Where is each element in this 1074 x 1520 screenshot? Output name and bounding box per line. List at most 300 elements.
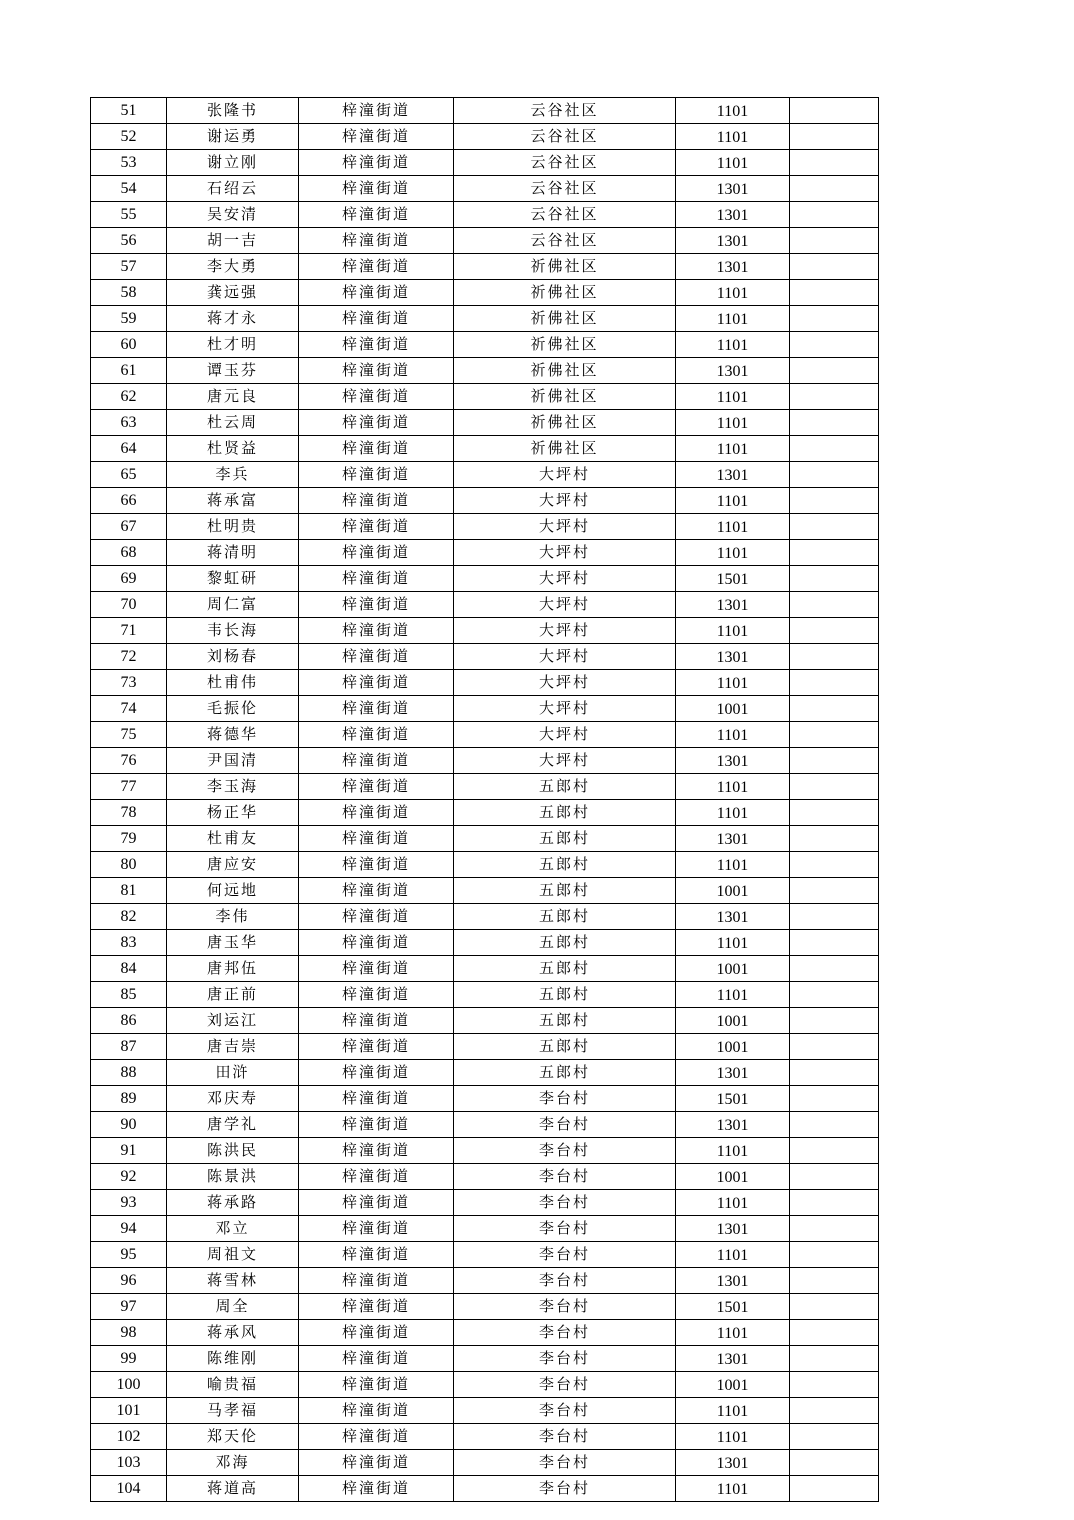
note-cell bbox=[790, 1034, 879, 1060]
person-name-cell: 蒋道高 bbox=[167, 1476, 299, 1502]
code-cell: 1101 bbox=[676, 410, 790, 436]
code-cell: 1101 bbox=[676, 488, 790, 514]
row-number-cell: 104 bbox=[91, 1476, 167, 1502]
street-cell: 梓潼街道 bbox=[299, 358, 454, 384]
street-cell: 梓潼街道 bbox=[299, 930, 454, 956]
street-cell: 梓潼街道 bbox=[299, 1086, 454, 1112]
note-cell bbox=[790, 826, 879, 852]
code-cell: 1101 bbox=[676, 540, 790, 566]
table-row bbox=[91, 384, 879, 410]
person-name-cell: 陈维刚 bbox=[167, 1346, 299, 1372]
row-number-cell: 52 bbox=[91, 124, 167, 150]
person-name-cell: 喻贵福 bbox=[167, 1372, 299, 1398]
row-number-cell: 96 bbox=[91, 1268, 167, 1294]
code-cell: 1301 bbox=[676, 1112, 790, 1138]
table-row bbox=[91, 176, 879, 202]
street-cell: 梓潼街道 bbox=[299, 1320, 454, 1346]
row-number-cell: 72 bbox=[91, 644, 167, 670]
code-cell: 1101 bbox=[676, 124, 790, 150]
table-row bbox=[91, 1424, 879, 1450]
note-cell bbox=[790, 670, 879, 696]
table-row bbox=[91, 410, 879, 436]
person-name-cell: 蒋才永 bbox=[167, 306, 299, 332]
note-cell bbox=[790, 514, 879, 540]
table-row bbox=[91, 696, 879, 722]
street-cell: 梓潼街道 bbox=[299, 410, 454, 436]
row-number-cell: 89 bbox=[91, 1086, 167, 1112]
note-cell bbox=[790, 254, 879, 280]
note-cell bbox=[790, 618, 879, 644]
note-cell bbox=[790, 1112, 879, 1138]
person-name-cell: 邓海 bbox=[167, 1450, 299, 1476]
person-name-cell: 韦长海 bbox=[167, 618, 299, 644]
table-row bbox=[91, 800, 879, 826]
village-cell: 大坪村 bbox=[454, 540, 676, 566]
table-row bbox=[91, 98, 879, 124]
village-cell: 李台村 bbox=[454, 1372, 676, 1398]
village-cell: 李台村 bbox=[454, 1268, 676, 1294]
village-cell: 大坪村 bbox=[454, 722, 676, 748]
street-cell: 梓潼街道 bbox=[299, 618, 454, 644]
street-cell: 梓潼街道 bbox=[299, 514, 454, 540]
row-number-cell: 55 bbox=[91, 202, 167, 228]
street-cell: 梓潼街道 bbox=[299, 1190, 454, 1216]
person-name-cell: 李玉海 bbox=[167, 774, 299, 800]
person-name-cell: 蒋清明 bbox=[167, 540, 299, 566]
street-cell: 梓潼街道 bbox=[299, 436, 454, 462]
row-number-cell: 66 bbox=[91, 488, 167, 514]
code-cell: 1101 bbox=[676, 280, 790, 306]
village-cell: 祈佛社区 bbox=[454, 332, 676, 358]
village-cell: 大坪村 bbox=[454, 566, 676, 592]
street-cell: 梓潼街道 bbox=[299, 696, 454, 722]
code-cell: 1101 bbox=[676, 1190, 790, 1216]
note-cell bbox=[790, 1372, 879, 1398]
row-number-cell: 54 bbox=[91, 176, 167, 202]
table-row bbox=[91, 202, 879, 228]
code-cell: 1301 bbox=[676, 592, 790, 618]
note-cell bbox=[790, 592, 879, 618]
code-cell: 1501 bbox=[676, 1086, 790, 1112]
table-row bbox=[91, 1164, 879, 1190]
village-cell: 祈佛社区 bbox=[454, 384, 676, 410]
street-cell: 梓潼街道 bbox=[299, 488, 454, 514]
table-row bbox=[91, 228, 879, 254]
table-row bbox=[91, 1372, 879, 1398]
street-cell: 梓潼街道 bbox=[299, 982, 454, 1008]
code-cell: 1101 bbox=[676, 852, 790, 878]
table-row bbox=[91, 280, 879, 306]
row-number-cell: 63 bbox=[91, 410, 167, 436]
row-number-cell: 53 bbox=[91, 150, 167, 176]
code-cell: 1001 bbox=[676, 1008, 790, 1034]
note-cell bbox=[790, 1190, 879, 1216]
street-cell: 梓潼街道 bbox=[299, 254, 454, 280]
village-cell: 五郎村 bbox=[454, 774, 676, 800]
village-cell: 李台村 bbox=[454, 1190, 676, 1216]
note-cell bbox=[790, 332, 879, 358]
note-cell bbox=[790, 488, 879, 514]
table-row bbox=[91, 982, 879, 1008]
person-name-cell: 何远地 bbox=[167, 878, 299, 904]
village-cell: 云谷社区 bbox=[454, 176, 676, 202]
row-number-cell: 83 bbox=[91, 930, 167, 956]
code-cell: 1301 bbox=[676, 228, 790, 254]
code-cell: 1001 bbox=[676, 878, 790, 904]
code-cell: 1101 bbox=[676, 670, 790, 696]
code-cell: 1101 bbox=[676, 1398, 790, 1424]
code-cell: 1301 bbox=[676, 202, 790, 228]
person-name-cell: 张隆书 bbox=[167, 98, 299, 124]
village-cell: 云谷社区 bbox=[454, 202, 676, 228]
village-cell: 大坪村 bbox=[454, 748, 676, 774]
table-row bbox=[91, 670, 879, 696]
person-name-cell: 杜贤益 bbox=[167, 436, 299, 462]
village-cell: 李台村 bbox=[454, 1450, 676, 1476]
code-cell: 1501 bbox=[676, 566, 790, 592]
table-row bbox=[91, 540, 879, 566]
street-cell: 梓潼街道 bbox=[299, 1034, 454, 1060]
village-cell: 五郎村 bbox=[454, 1034, 676, 1060]
village-cell: 五郎村 bbox=[454, 956, 676, 982]
row-number-cell: 94 bbox=[91, 1216, 167, 1242]
note-cell bbox=[790, 384, 879, 410]
street-cell: 梓潼街道 bbox=[299, 1372, 454, 1398]
note-cell bbox=[790, 436, 879, 462]
village-cell: 大坪村 bbox=[454, 696, 676, 722]
row-number-cell: 84 bbox=[91, 956, 167, 982]
street-cell: 梓潼街道 bbox=[299, 852, 454, 878]
street-cell: 梓潼街道 bbox=[299, 566, 454, 592]
table-row bbox=[91, 1190, 879, 1216]
code-cell: 1301 bbox=[676, 1060, 790, 1086]
village-cell: 大坪村 bbox=[454, 644, 676, 670]
note-cell bbox=[790, 800, 879, 826]
note-cell bbox=[790, 1346, 879, 1372]
person-name-cell: 郑天伦 bbox=[167, 1424, 299, 1450]
table-row bbox=[91, 1008, 879, 1034]
code-cell: 1101 bbox=[676, 1476, 790, 1502]
person-name-cell: 毛振伦 bbox=[167, 696, 299, 722]
row-number-cell: 71 bbox=[91, 618, 167, 644]
note-cell bbox=[790, 1294, 879, 1320]
village-cell: 李台村 bbox=[454, 1320, 676, 1346]
note-cell bbox=[790, 358, 879, 384]
street-cell: 梓潼街道 bbox=[299, 1424, 454, 1450]
note-cell bbox=[790, 306, 879, 332]
street-cell: 梓潼街道 bbox=[299, 956, 454, 982]
row-number-cell: 101 bbox=[91, 1398, 167, 1424]
row-number-cell: 88 bbox=[91, 1060, 167, 1086]
code-cell: 1101 bbox=[676, 722, 790, 748]
person-name-cell: 李大勇 bbox=[167, 254, 299, 280]
street-cell: 梓潼街道 bbox=[299, 774, 454, 800]
street-cell: 梓潼街道 bbox=[299, 228, 454, 254]
table-row bbox=[91, 332, 879, 358]
person-name-cell: 黎虹研 bbox=[167, 566, 299, 592]
village-cell: 大坪村 bbox=[454, 488, 676, 514]
person-name-cell: 杜甫伟 bbox=[167, 670, 299, 696]
street-cell: 梓潼街道 bbox=[299, 462, 454, 488]
person-name-cell: 杜才明 bbox=[167, 332, 299, 358]
table-row bbox=[91, 1060, 879, 1086]
table-row bbox=[91, 930, 879, 956]
row-number-cell: 70 bbox=[91, 592, 167, 618]
person-name-cell: 唐正前 bbox=[167, 982, 299, 1008]
person-name-cell: 石绍云 bbox=[167, 176, 299, 202]
street-cell: 梓潼街道 bbox=[299, 748, 454, 774]
street-cell: 梓潼街道 bbox=[299, 1398, 454, 1424]
village-cell: 祈佛社区 bbox=[454, 436, 676, 462]
row-number-cell: 69 bbox=[91, 566, 167, 592]
table-row bbox=[91, 748, 879, 774]
note-cell bbox=[790, 1424, 879, 1450]
note-cell bbox=[790, 852, 879, 878]
note-cell bbox=[790, 150, 879, 176]
code-cell: 1301 bbox=[676, 826, 790, 852]
row-number-cell: 75 bbox=[91, 722, 167, 748]
note-cell bbox=[790, 1450, 879, 1476]
person-name-cell: 蒋德华 bbox=[167, 722, 299, 748]
person-name-cell: 陈洪民 bbox=[167, 1138, 299, 1164]
code-cell: 1301 bbox=[676, 462, 790, 488]
table-row bbox=[91, 254, 879, 280]
village-cell: 五郎村 bbox=[454, 1060, 676, 1086]
table-row bbox=[91, 1112, 879, 1138]
row-number-cell: 74 bbox=[91, 696, 167, 722]
street-cell: 梓潼街道 bbox=[299, 98, 454, 124]
table-row bbox=[91, 904, 879, 930]
village-cell: 五郎村 bbox=[454, 852, 676, 878]
roster-table bbox=[90, 97, 879, 1502]
person-name-cell: 胡一吉 bbox=[167, 228, 299, 254]
code-cell: 1101 bbox=[676, 98, 790, 124]
table-row bbox=[91, 592, 879, 618]
village-cell: 祈佛社区 bbox=[454, 280, 676, 306]
note-cell bbox=[790, 696, 879, 722]
person-name-cell: 周仁富 bbox=[167, 592, 299, 618]
village-cell: 李台村 bbox=[454, 1476, 676, 1502]
village-cell: 李台村 bbox=[454, 1112, 676, 1138]
code-cell: 1101 bbox=[676, 982, 790, 1008]
row-number-cell: 59 bbox=[91, 306, 167, 332]
note-cell bbox=[790, 98, 879, 124]
village-cell: 大坪村 bbox=[454, 618, 676, 644]
table-row bbox=[91, 1216, 879, 1242]
note-cell bbox=[790, 930, 879, 956]
village-cell: 五郎村 bbox=[454, 800, 676, 826]
street-cell: 梓潼街道 bbox=[299, 540, 454, 566]
code-cell: 1101 bbox=[676, 1242, 790, 1268]
code-cell: 1301 bbox=[676, 358, 790, 384]
code-cell: 1101 bbox=[676, 436, 790, 462]
village-cell: 云谷社区 bbox=[454, 228, 676, 254]
row-number-cell: 86 bbox=[91, 1008, 167, 1034]
code-cell: 1101 bbox=[676, 306, 790, 332]
village-cell: 五郎村 bbox=[454, 878, 676, 904]
village-cell: 祈佛社区 bbox=[454, 254, 676, 280]
village-cell: 五郎村 bbox=[454, 904, 676, 930]
row-number-cell: 78 bbox=[91, 800, 167, 826]
village-cell: 李台村 bbox=[454, 1346, 676, 1372]
person-name-cell: 唐学礼 bbox=[167, 1112, 299, 1138]
village-cell: 五郎村 bbox=[454, 826, 676, 852]
street-cell: 梓潼街道 bbox=[299, 280, 454, 306]
person-name-cell: 杜甫友 bbox=[167, 826, 299, 852]
note-cell bbox=[790, 566, 879, 592]
note-cell bbox=[790, 1320, 879, 1346]
row-number-cell: 68 bbox=[91, 540, 167, 566]
table-row bbox=[91, 1294, 879, 1320]
street-cell: 梓潼街道 bbox=[299, 1060, 454, 1086]
code-cell: 1301 bbox=[676, 904, 790, 930]
person-name-cell: 吴安清 bbox=[167, 202, 299, 228]
person-name-cell: 周全 bbox=[167, 1294, 299, 1320]
row-number-cell: 62 bbox=[91, 384, 167, 410]
person-name-cell: 田浒 bbox=[167, 1060, 299, 1086]
row-number-cell: 100 bbox=[91, 1372, 167, 1398]
note-cell bbox=[790, 1164, 879, 1190]
code-cell: 1101 bbox=[676, 1424, 790, 1450]
person-name-cell: 陈景洪 bbox=[167, 1164, 299, 1190]
code-cell: 1001 bbox=[676, 696, 790, 722]
street-cell: 梓潼街道 bbox=[299, 1138, 454, 1164]
note-cell bbox=[790, 1398, 879, 1424]
person-name-cell: 蒋承路 bbox=[167, 1190, 299, 1216]
row-number-cell: 73 bbox=[91, 670, 167, 696]
code-cell: 1301 bbox=[676, 1216, 790, 1242]
person-name-cell: 杨正华 bbox=[167, 800, 299, 826]
row-number-cell: 61 bbox=[91, 358, 167, 384]
row-number-cell: 56 bbox=[91, 228, 167, 254]
note-cell bbox=[790, 1268, 879, 1294]
code-cell: 1101 bbox=[676, 384, 790, 410]
person-name-cell: 唐应安 bbox=[167, 852, 299, 878]
street-cell: 梓潼街道 bbox=[299, 1242, 454, 1268]
village-cell: 李台村 bbox=[454, 1424, 676, 1450]
village-cell: 祈佛社区 bbox=[454, 306, 676, 332]
person-name-cell: 李兵 bbox=[167, 462, 299, 488]
street-cell: 梓潼街道 bbox=[299, 1008, 454, 1034]
street-cell: 梓潼街道 bbox=[299, 1450, 454, 1476]
person-name-cell: 杜云周 bbox=[167, 410, 299, 436]
row-number-cell: 98 bbox=[91, 1320, 167, 1346]
table-row bbox=[91, 1138, 879, 1164]
row-number-cell: 87 bbox=[91, 1034, 167, 1060]
code-cell: 1301 bbox=[676, 1450, 790, 1476]
village-cell: 李台村 bbox=[454, 1086, 676, 1112]
table-row bbox=[91, 358, 879, 384]
code-cell: 1301 bbox=[676, 1346, 790, 1372]
note-cell bbox=[790, 202, 879, 228]
street-cell: 梓潼街道 bbox=[299, 904, 454, 930]
note-cell bbox=[790, 644, 879, 670]
code-cell: 1001 bbox=[676, 1372, 790, 1398]
note-cell bbox=[790, 410, 879, 436]
table-row bbox=[91, 306, 879, 332]
row-number-cell: 80 bbox=[91, 852, 167, 878]
street-cell: 梓潼街道 bbox=[299, 1216, 454, 1242]
row-number-cell: 99 bbox=[91, 1346, 167, 1372]
code-cell: 1101 bbox=[676, 1320, 790, 1346]
person-name-cell: 李伟 bbox=[167, 904, 299, 930]
code-cell: 1101 bbox=[676, 332, 790, 358]
code-cell: 1301 bbox=[676, 254, 790, 280]
note-cell bbox=[790, 1138, 879, 1164]
village-cell: 祈佛社区 bbox=[454, 410, 676, 436]
village-cell: 李台村 bbox=[454, 1242, 676, 1268]
row-number-cell: 64 bbox=[91, 436, 167, 462]
code-cell: 1001 bbox=[676, 1164, 790, 1190]
table-row bbox=[91, 488, 879, 514]
person-name-cell: 唐玉华 bbox=[167, 930, 299, 956]
code-cell: 1301 bbox=[676, 176, 790, 202]
street-cell: 梓潼街道 bbox=[299, 124, 454, 150]
note-cell bbox=[790, 1476, 879, 1502]
note-cell bbox=[790, 1216, 879, 1242]
code-cell: 1001 bbox=[676, 1034, 790, 1060]
table-row bbox=[91, 1268, 879, 1294]
row-number-cell: 57 bbox=[91, 254, 167, 280]
street-cell: 梓潼街道 bbox=[299, 176, 454, 202]
note-cell bbox=[790, 540, 879, 566]
table-row bbox=[91, 644, 879, 670]
street-cell: 梓潼街道 bbox=[299, 592, 454, 618]
note-cell bbox=[790, 748, 879, 774]
table-row bbox=[91, 1346, 879, 1372]
person-name-cell: 谢运勇 bbox=[167, 124, 299, 150]
street-cell: 梓潼街道 bbox=[299, 644, 454, 670]
table-row bbox=[91, 1086, 879, 1112]
row-number-cell: 95 bbox=[91, 1242, 167, 1268]
table-row bbox=[91, 826, 879, 852]
table-row bbox=[91, 878, 879, 904]
code-cell: 1101 bbox=[676, 930, 790, 956]
street-cell: 梓潼街道 bbox=[299, 670, 454, 696]
village-cell: 云谷社区 bbox=[454, 98, 676, 124]
table-row bbox=[91, 436, 879, 462]
row-number-cell: 81 bbox=[91, 878, 167, 904]
code-cell: 1101 bbox=[676, 800, 790, 826]
note-cell bbox=[790, 1086, 879, 1112]
code-cell: 1501 bbox=[676, 1294, 790, 1320]
village-cell: 五郎村 bbox=[454, 930, 676, 956]
table-row bbox=[91, 722, 879, 748]
village-cell: 五郎村 bbox=[454, 1008, 676, 1034]
note-cell bbox=[790, 956, 879, 982]
table-row bbox=[91, 514, 879, 540]
village-cell: 李台村 bbox=[454, 1294, 676, 1320]
table-row bbox=[91, 852, 879, 878]
street-cell: 梓潼街道 bbox=[299, 826, 454, 852]
row-number-cell: 97 bbox=[91, 1294, 167, 1320]
street-cell: 梓潼街道 bbox=[299, 1346, 454, 1372]
note-cell bbox=[790, 1008, 879, 1034]
person-name-cell: 蒋承风 bbox=[167, 1320, 299, 1346]
table-row bbox=[91, 956, 879, 982]
village-cell: 云谷社区 bbox=[454, 150, 676, 176]
person-name-cell: 谢立刚 bbox=[167, 150, 299, 176]
table-row bbox=[91, 774, 879, 800]
street-cell: 梓潼街道 bbox=[299, 1112, 454, 1138]
person-name-cell: 唐吉崇 bbox=[167, 1034, 299, 1060]
street-cell: 梓潼街道 bbox=[299, 800, 454, 826]
code-cell: 1101 bbox=[676, 774, 790, 800]
village-cell: 大坪村 bbox=[454, 592, 676, 618]
street-cell: 梓潼街道 bbox=[299, 878, 454, 904]
street-cell: 梓潼街道 bbox=[299, 306, 454, 332]
code-cell: 1101 bbox=[676, 1138, 790, 1164]
